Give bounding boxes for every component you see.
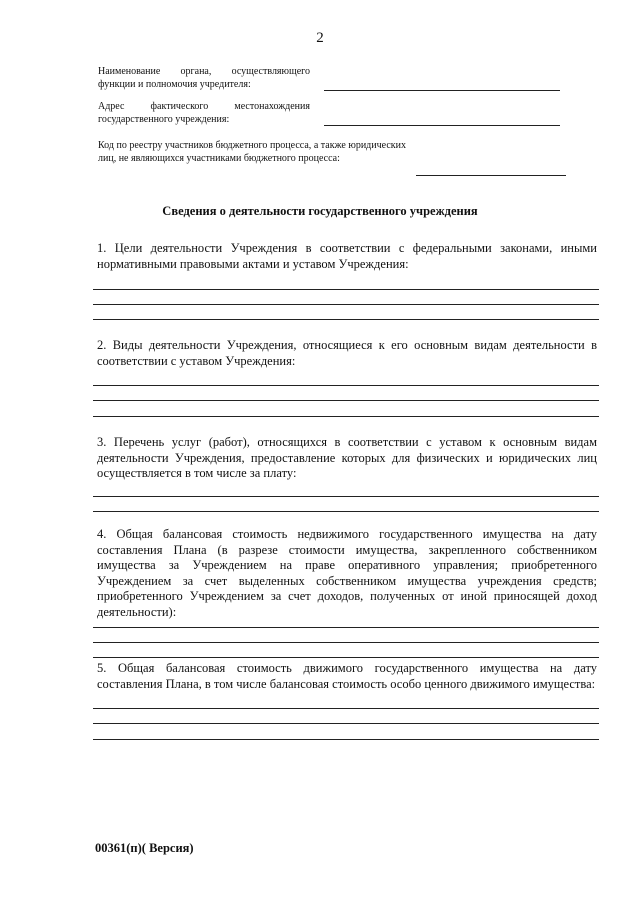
founder-field-line[interactable] — [324, 90, 560, 91]
section-4-line[interactable] — [93, 627, 599, 628]
section-2-line[interactable] — [93, 400, 599, 401]
section-5-line[interactable] — [93, 723, 599, 724]
address-field-line[interactable] — [324, 125, 560, 126]
page-number: 2 — [316, 30, 324, 46]
section-3-line[interactable] — [93, 496, 599, 497]
section-1-text: 1. Цели деятельности Учреждения в соответствии с федеральными законами, иными нормативными правовыми актами и уставом Учреждения: — [97, 241, 597, 271]
section-1-line[interactable] — [93, 319, 599, 320]
section-2-line[interactable] — [93, 416, 599, 417]
registry-code-field-line[interactable] — [416, 175, 566, 176]
registry-code-label: Код по реестру участников бюджетного процесса, а также юридических лиц, не являющихся участниками бюджетного процесса: — [98, 140, 406, 164]
section-4-line[interactable] — [93, 657, 599, 658]
section-3-text: 3. Перечень услуг (работ), относящихся в соответствии с уставом к основным видам деятельности Учреждения, предоставление которых для физических и юридических лиц осуществляется в том числе за плату: — [97, 435, 597, 480]
section-2-line[interactable] — [93, 385, 599, 386]
section-4-text: 4. Общая балансовая стоимость недвижимого государственного имущества на дату составления Плана (в разрезе стоимости имущества, закрепленного собственником имущества за Учреждением на праве оперативного управления; приобретенного Учреждением за счет выделенных собственником имущества учреждения средств; приобретенного Учреждением за счет доходов, полученных от иной приносящей доход деятельности): — [97, 527, 597, 619]
section-3-line[interactable] — [93, 511, 599, 512]
section-1-line[interactable] — [93, 289, 599, 290]
section-5-line[interactable] — [93, 708, 599, 709]
address-label: Адрес фактического местонахождения государственного учреждения: — [98, 101, 310, 125]
section-title: Сведения о деятельности государственного учреждения — [162, 204, 478, 218]
section-4-line[interactable] — [93, 642, 599, 643]
section-1-line[interactable] — [93, 304, 599, 305]
founder-label: Наименование органа, осуществляющего функции и полномочия учредителя: — [98, 66, 310, 90]
section-5-text: 5. Общая балансовая стоимость движимого государственного имущества на дату составления Плана, в том числе балансовая стоимость особо ценного движимого имущества: — [97, 661, 597, 691]
section-5-line[interactable] — [93, 739, 599, 740]
form-code-footer: 00361(п)( Версия) — [95, 841, 194, 855]
section-2-text: 2. Виды деятельности Учреждения, относящиеся к его основным видам деятельности в соответствии с уставом Учреждения: — [97, 338, 597, 368]
